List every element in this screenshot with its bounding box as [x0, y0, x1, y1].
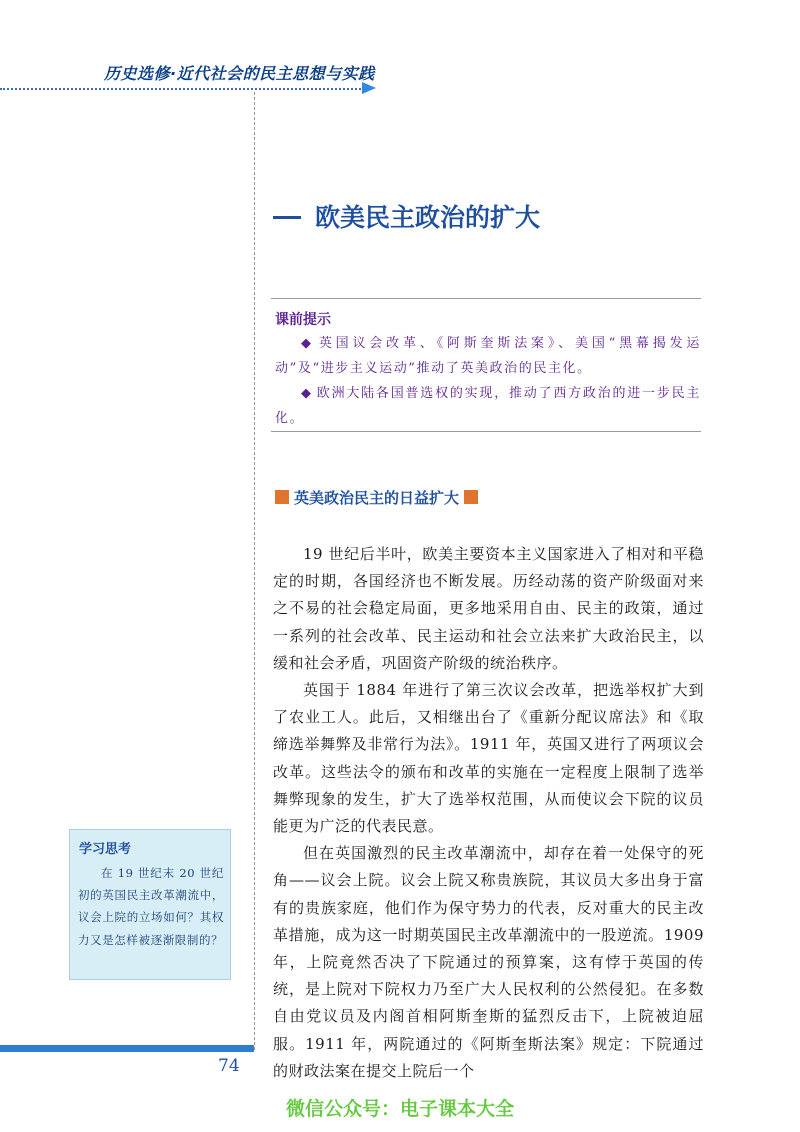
chapter-number [273, 216, 301, 219]
preview-point: ◆ 英国议会改革、《阿斯奎斯法案》、美国“黑幕揭发运动”及“进步主义运动”推动了英美政治的民主化。 [275, 336, 701, 376]
preview-point: ◆ 欧洲大陆各国普选权的实现，推动了西方政治的进一步民主化。 [275, 386, 701, 426]
header-dotted-rule [0, 88, 368, 90]
header-arrow-icon [362, 82, 376, 94]
paragraph: 英国于 1884 年进行了第三次议会改革，把选举权扩大到了农业工人。此后，又相继出台了《重新分配议席法》和《取缔选举舞弊及非常行为法》。1911 年，英国又进行了两项议会改革。这些法令的颁布和改革的实施在一定程度上限制了选举舞弊现象的发生，扩大了选举权范围，从而使议会下院的议员能更为广泛的代表民意。 [273, 681, 704, 836]
main-text [273, 541, 704, 1085]
study-thinking-sidebar [69, 829, 231, 980]
sidebar-body: 在 19 世纪末 20 世纪初的英国民主改革潮流中，议会上院的立场如何？其权力又是怎样被逐渐限制的？ [78, 866, 224, 947]
book-header-title: 历史选修·近代社会的民主思想与实践 [104, 64, 375, 83]
paragraph: 但在英国激烈的民主改革潮流中，却存在着一处保守的死角——议会上院。议会上院又称贵族院，其议员大多出身于富有的贵族家庭，他们作为保守势力的代表，反对重大的民主改革措施，成为这一时期英国民主改革潮流中的一股逆流。1909 年，上院竟然否决了下院通过的预算案，这有悖于英国的传统，是上院对下院权力乃至广大人民权利的公然侵犯。在多数自由党议员及内阁首相阿斯奎斯的猛烈反击下，上院被迫屈服。1911 年，两院通过的《阿斯奎斯法案》规定：下院通过的财政法案在提交上院后一个 [273, 844, 704, 1080]
section-heading-text: 英美政治民主的日益扩大 [294, 489, 460, 507]
preview-heading: 课前提示 [275, 312, 331, 328]
preview-box [271, 298, 701, 432]
chapter-title-text: 欧美民主政治的扩大 [315, 203, 541, 232]
diamond-icon: ◆ [301, 386, 313, 401]
diamond-icon: ◆ [301, 336, 315, 351]
sidebar-heading: 学习思考 [79, 842, 132, 857]
margin-divider [254, 92, 255, 1050]
footer-bar [0, 1045, 254, 1052]
paragraph: 19 世纪后半叶，欧美主要资本主义国家进入了相对和平稳定的时期，各国经济也不断发展。历经动荡的资产阶级面对来之不易的社会稳定局面，更多地采用自由、民主的政策，通过一系列的社会改革、民主运动和社会立法来扩大政治民主，以缓和社会矛盾，巩固资产阶级的统治秩序。 [273, 545, 704, 672]
square-left-icon [275, 490, 289, 504]
square-right-icon [464, 490, 478, 504]
preview-body [275, 331, 701, 431]
chapter-title [273, 198, 540, 234]
watermark: 微信公众号：电子课本大全 [285, 1098, 514, 1120]
page-number: 74 [218, 1056, 240, 1076]
section-heading [275, 487, 478, 508]
